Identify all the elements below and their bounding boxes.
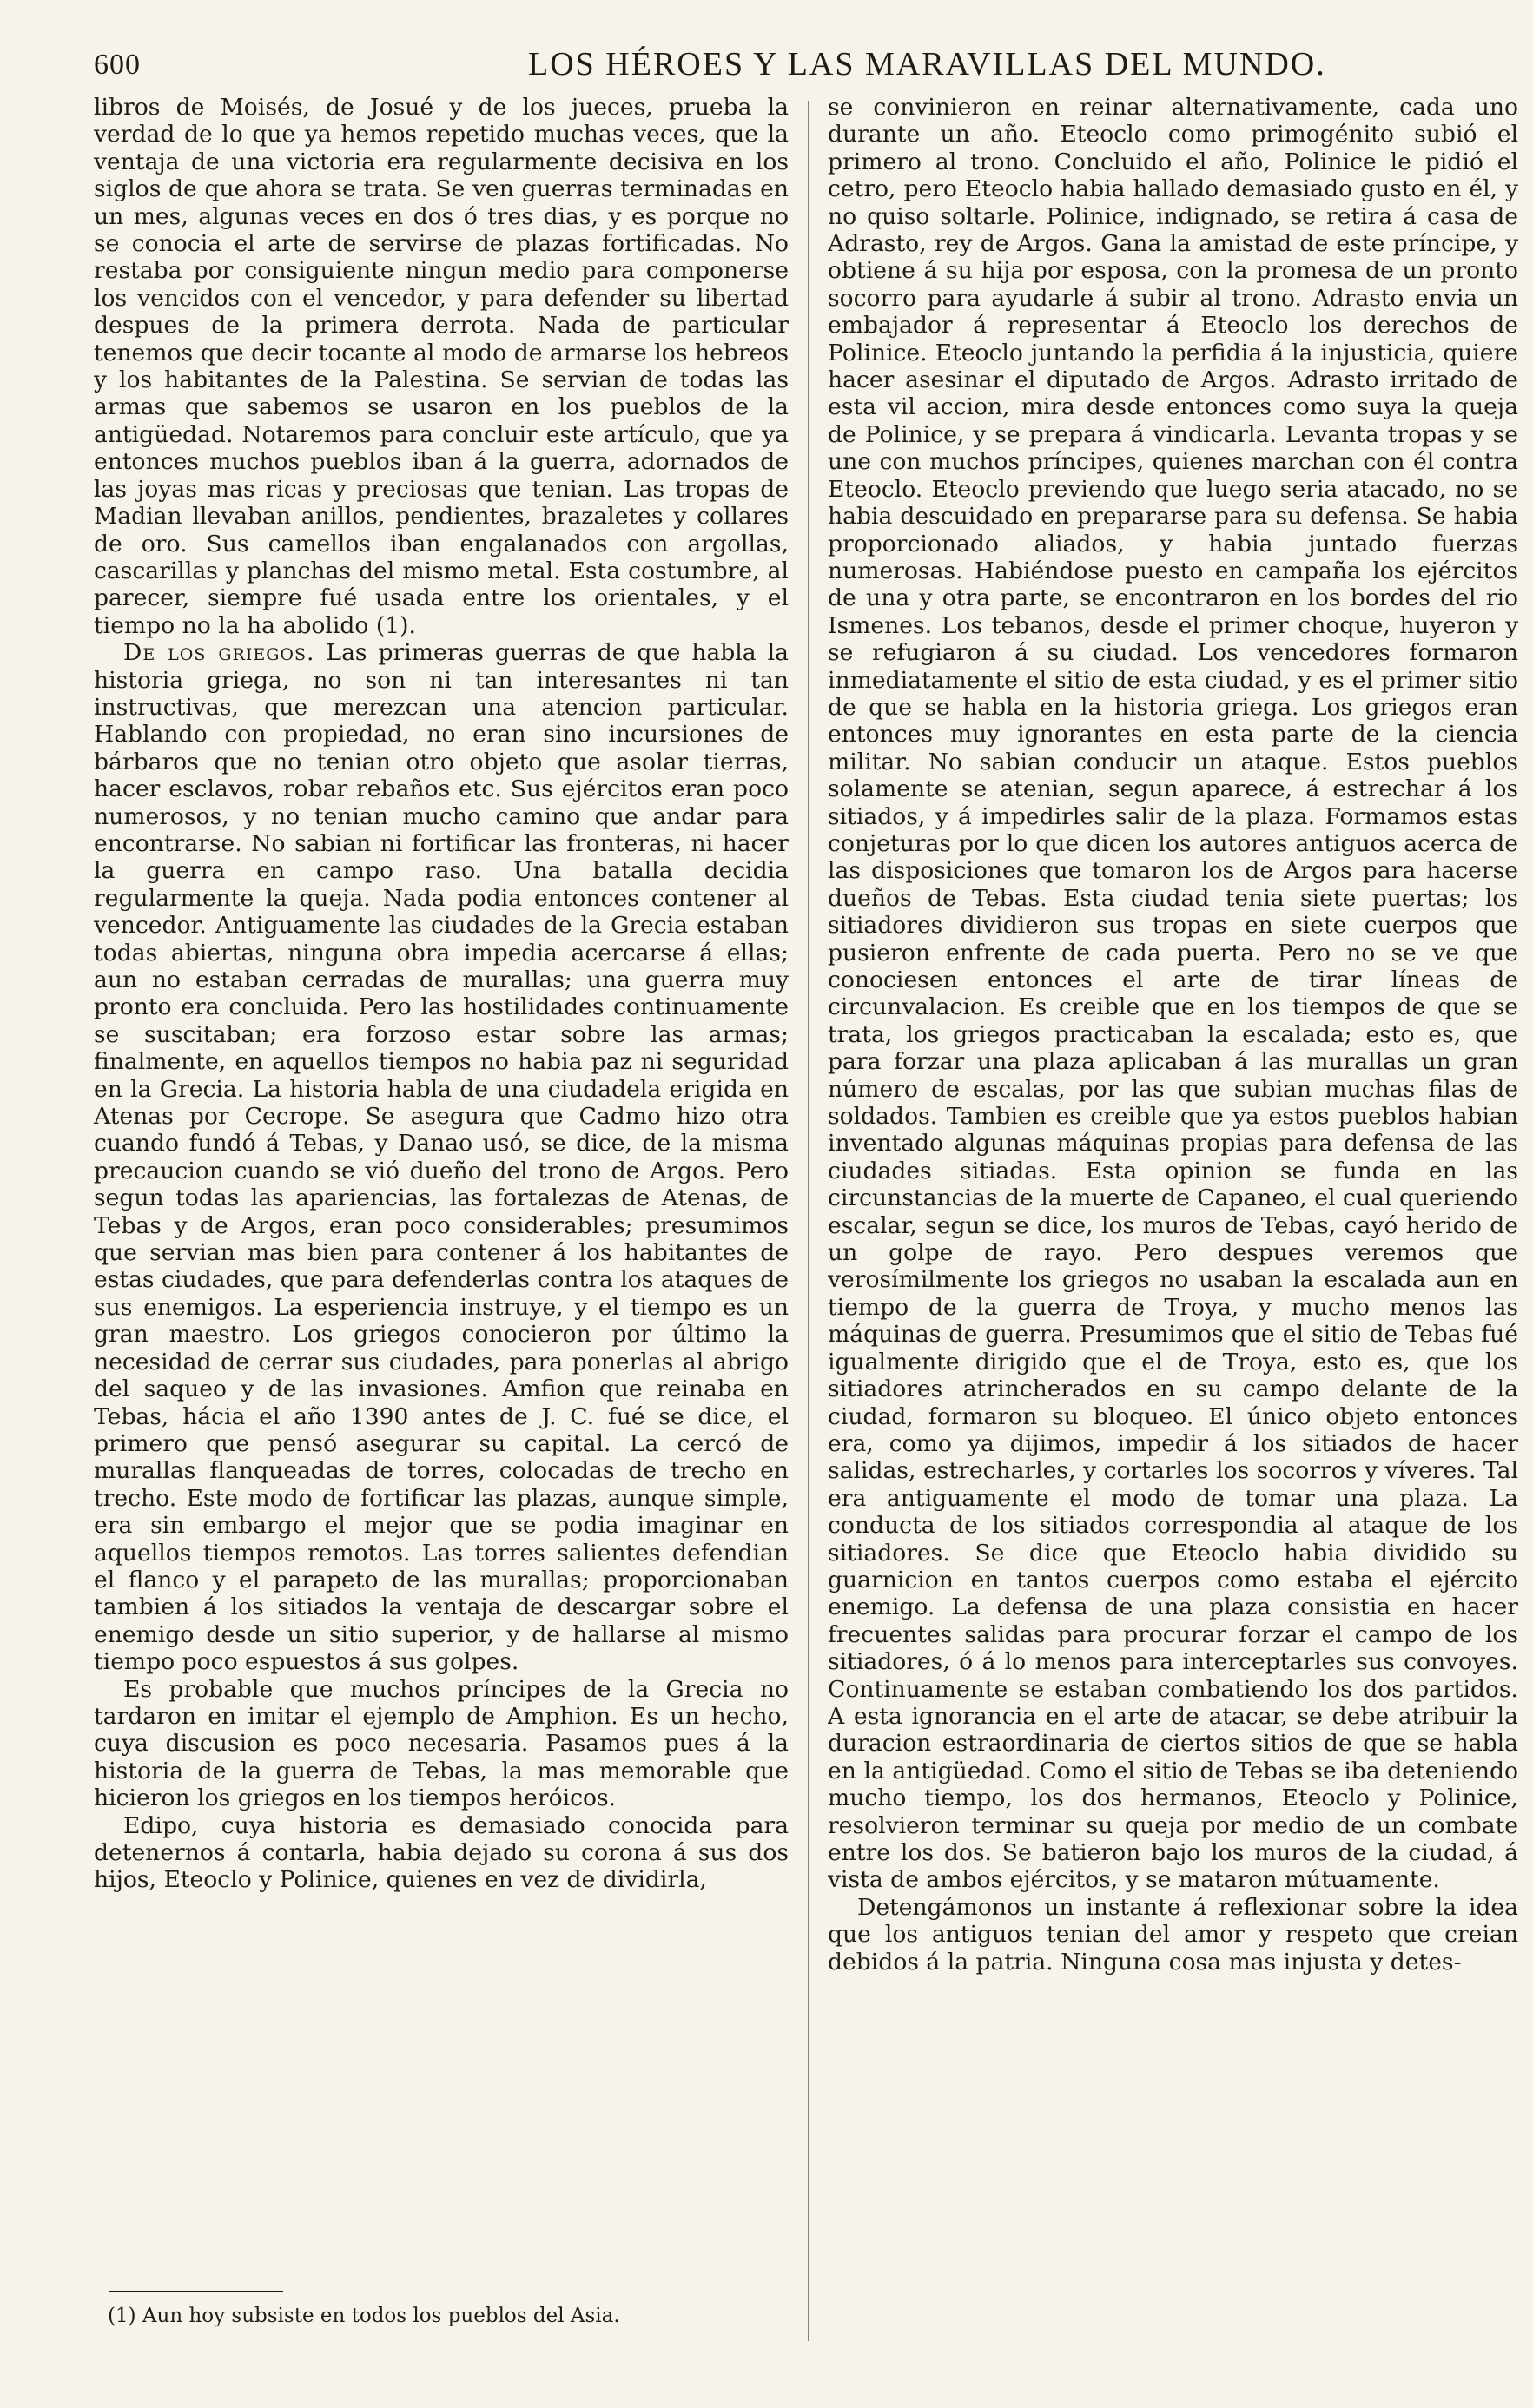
running-head (94, 42, 1450, 90)
paragraph-edipo: Edipo, cuya historia es demasiado conocida para detenernos á contarla, habia dejado su corona á sus dos hijos, Eteoclo y Polinice, quienes en vez de dividirla, (94, 1811, 789, 1894)
paragraph-griegos (94, 639, 789, 1675)
section-heading: De los griegos. (123, 639, 315, 667)
running-title: LOS HÉROES Y LAS MARAVILLAS DEL MUNDO. (528, 46, 1326, 82)
paragraph-amphion: Es probable que muchos príncipes de la Grecia no tardaron en imitar el ejemplo de Amphion. Es un hecho, cuya discusion es poco necesaria. Pasamos pues á la historia de la guerra de Tebas, la mas memorable que hicieron los griegos en los tiempos heróicos. (94, 1675, 789, 1812)
text-columns (94, 94, 1518, 2378)
paragraph-continued: se convinieron en reinar alternativamente, cada uno durante un año. Eteoclo como primogénito subió el primero al trono. Concluido el año, Polinice le pidió el cetro, pero Eteoclo habia hallado demasiado gusto en él, y no quiso soltarle. Polinice, indignado, se retira á casa de Adrasto, rey de Argos. Gana la amistad de este príncipe, y obtiene á su hija por esposa, con la promesa de un pronto socorro para ayudarle á subir al trono. Adrasto envia un embajador á representar á Eteoclo los derechos de Polinice. Eteoclo juntando la perfidia á la injusticia, quiere hacer asesinar el diputado de Argos. Adrasto irritado de esta vil accion, mira desde entonces como suya la queja de Polinice, y se prepara á vindicarla. Levanta tropas y se une con muchos príncipes, quienes marchan con él contra Eteoclo. Eteoclo previendo que luego seria atacado, no se habia descuidado en prepararse para su defensa. Se habia proporcionado aliados, y habia juntado fuerzas numerosas. Habiéndose puesto en campaña los ejércitos de una y otra parte, se encontraron en los bordes del rio Ismenes. Los tebanos, desde el primer choque, huyeron y se refugiaron á su ciudad. Los vencedores formaron inmediatamente el sitio de esta ciudad, y es el primer sitio de que se habla en la historia griega. Los griegos eran entonces muy ignorantes en esta parte de la ciencia militar. No sabian conducir un ataque. Estos pueblos solamente se atenian, segun aparece, á estrechar á los sitiados, y á impedirles salir de la plaza. Formamos estas conjeturas por lo que dicen los autores antiguos acerca de las disposiciones que tomaron los de Argos para hacerse dueños de Tebas. Esta ciudad tenia siete puertas; los sitiadores dividieron sus tropas en siete cuerpos que pusieron enfrente de cada puerta. Pero no se ve que conociesen entonces el arte de tirar líneas de circunvalacion. Es creible que en los tiempos de que se trata, los griegos practicaban la escalada; esto es, que para forzar una plaza aplicaban á las murallas un gran número de escalas, por las que subian muchas filas de soldados. Tambien es creible que ya estos pueblos habian inventado algunas máquinas propias para defensa de las ciudades sitiadas. Esta opinion se funda en las circunstancias de la muerte de Capaneo, el cual queriendo escalar, segun se dice, los muros de Tebas, cayó herido de un golpe de rayo. Pero despues veremos que verosímilmente los griegos no usaban la escalada aun en tiempo de la guerra de Troya, y mucho menos las máquinas de guerra. Presumimos que el sitio de Tebas fué igualmente dirigido que el de Troya, esto es, que los sitiadores atrincherados en su campo delante de la ciudad, formaron su bloqueo. El único objeto entonces era, como ya dijimos, impedir á los sitiados de hacer salidas, estrecharles, y cortarles los socorros y víveres. Tal era antiguamente el modo de tomar una plaza. La conducta de los sitiados correspondia al ataque de los sitiadores. Se dice que Eteoclo habia dividido su guarnicion en tantos cuerpos como estaba el ejército enemigo. La defensa de una plaza consistia en hacer frecuentes salidas para procurar forzar el campo de los sitiadores, ó á lo menos para interceptarles sus convoyes. Continuamente se estaban combatiendo los dos partidos. A esta ignorancia en el arte de atacar, se debe atribuir la duracion estraordinaria de ciertos sitios de que se habla en la antigüedad. Como el sitio de Tebas se iba deteniendo mucho tiempo, los dos hermanos, Eteoclo y Polinice, resolvieron terminar su queja por medio de un combate entre los dos. Se batieron bajo los muros de la ciudad, á vista de ambos ejércitos, y se mataron mútuamente. (828, 94, 1518, 1894)
column-divider (808, 101, 809, 2341)
footnote-rule (109, 2291, 283, 2292)
paragraph-continued: libros de Moisés, de Josué y de los jueces, prueba la verdad de lo que ya hemos repetido muchas veces, que la ventaja de una victoria era regularmente decisiva en los siglos de que ahora se trata. Se ven guerras terminadas en un mes, algunas veces en dos ó tres dias, y es porque no se conocia el arte de servirse de plazas fortificadas. No restaba por consiguiente ningun medio para componerse los vencidos con el vencedor, y para defender su libertad despues de la primera derrota. Nada de particular tenemos que decir tocante al modo de armarse los hebreos y los habitantes de la Palestina. Se servian de todas las armas que sabemos se usaron en los pueblos de la antigüedad. Notaremos para concluir este artículo, que ya entonces muchos pueblos iban á la guerra, adornados de las joyas mas ricas y preciosas que tenian. Las tropas de Madian llevaban anillos, pendientes, brazaletes y collares de oro. Sus camellos iban engalanados con argollas, cascarillas y planchas del mismo metal. Esta costumbre, al parecer, siempre fué usada entre los orientales, y el tiempo no la ha abolido (1). (94, 94, 789, 639)
page-number: 600 (94, 49, 141, 81)
right-column (828, 94, 1518, 2378)
paragraph-text: Las primeras guerras de que habla la historia griega, no son ni tan interesantes ni tan instructivas, que merezcan una atencion particular. Hablando con propiedad, no eran sino incursiones de bárbaros que no tenian otro objeto que asolar tierras, hacer esclavos, robar rebaños etc. Sus ejércitos eran poco numerosos, y no tenian mucho camino que andar para encontrarse. No sabian ni fortificar las fronteras, ni hacer la guerra en campo raso. Una batalla decidia regularmente la queja. Nada podia entonces contener al vencedor. Antiguamente las ciudades de la Grecia estaban todas abiertas, ninguna obra impedia acercarse á ellas; aun no estaban cerradas de murallas; una guerra muy pronto era concluida. Pero las hostilidades continuamente se suscitaban; era forzoso estar sobre las armas; finalmente, en aquellos tiempos no habia paz ni seguridad en la Grecia. La historia habla de una ciudadela erigida en Atenas por Cecrope. Se asegura que Cadmo hizo otra cuando fundó á Tebas, y Danao usó, se dice, de la misma precaucion cuando se vió dueño del trono de Argos. Pero segun todas las apariencias, las fortalezas de Atenas, de Tebas y de Argos, eran poco considerables; presumimos que servian mas bien para contener á los habitantes de estas ciudades, que para defenderlas contra los ataques de sus enemigos. La esperiencia instruye, y el tiempo es un gran maestro. Los griegos conocieron por último la necesidad de cerrar sus ciudades, para ponerlas al abrigo del saqueo y de las invasiones. Amfion que reinaba en Tebas, hácia el año 1390 antes de J. C. fué se dice, el primero que pensó asegurar su capital. La cercó de murallas flanqueadas de torres, colocadas de trecho en trecho. Este modo de fortificar las plazas, aunque simple, era sin embargo el mejor que se podia imaginar en aquellos tiempos remotos. Las torres salientes defendian el flanco y el parapeto de las murallas; proporcionaban tambien á los sitiados la ventaja de descargar sobre el enemigo desde un sitio superior, y de hallarse al mismo tiempo poco espuestos á sus golpes. (94, 639, 789, 1676)
footnote: (1) Aun hoy subsiste en todos los pueblos del Asia. (108, 2305, 620, 2327)
left-column (94, 94, 789, 2378)
paragraph-patria: Detengámonos un instante á reflexionar sobre la idea que los antiguos tenian del amor y respeto que creian debidos á la patria. Ninguna cosa mas injusta y detes- (828, 1893, 1518, 1976)
